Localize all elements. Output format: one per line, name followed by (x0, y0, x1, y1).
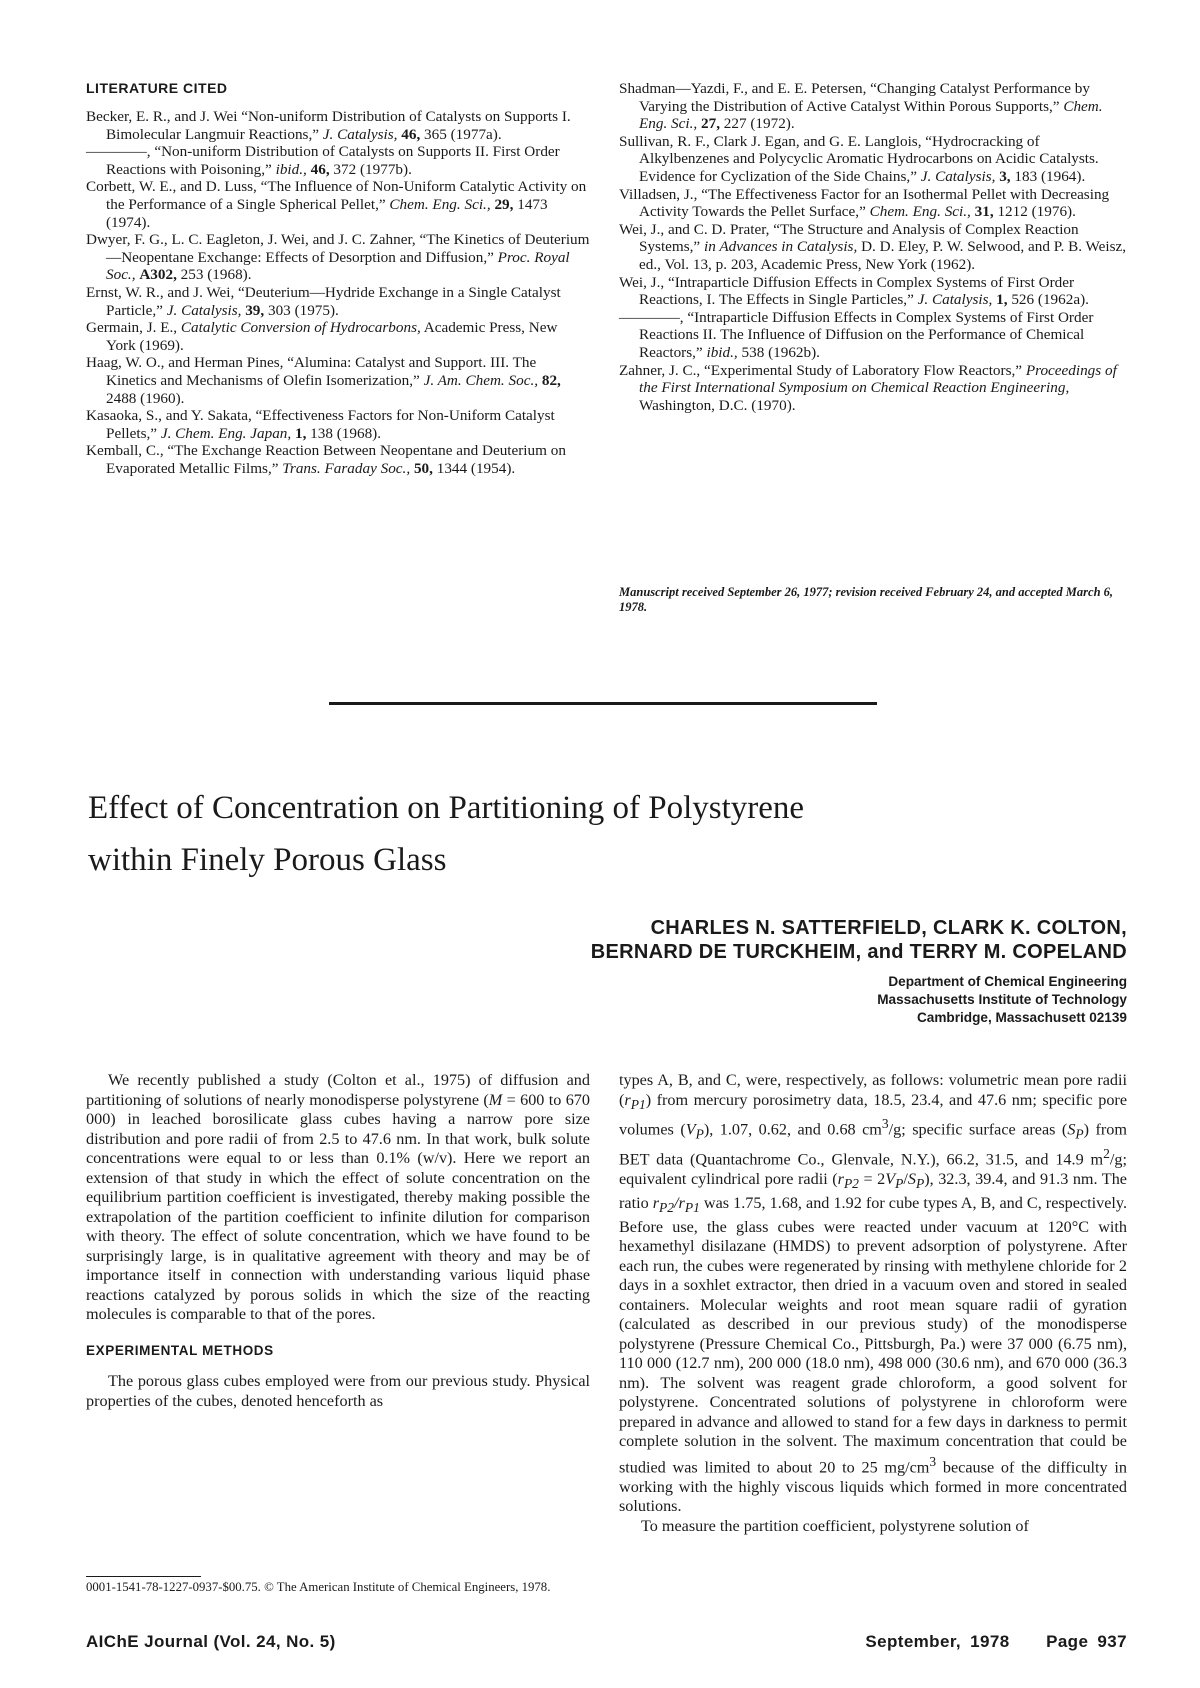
footnote-text: 0001-1541-78-1227-0937-$00.75. © The American Institute of Chemical Engineers, 1978. (86, 1580, 551, 1594)
intro-paragraph: We recently published a study (Colton et al., 1975) of diffusion and partitioning of solutions of nearly monodisperse polystyrene (M = 600 to 670 000) in leached borosilicate glass cubes having a narrow pore size distribution and pore radii of from 2.5 to 47.6 nm. In that work, bulk solute concentrations were equal to or less than 0.1% (w/v). Here we report an extension of that study in which the effect of solute concentration on the equilibrium partition coefficient is investigated, thereby making possible the extrapolation of the partition coefficient to infinite dilution for comparison with theory. The effect of solute concentration, which we have found to be surprisingly large, is in qualitative agreement with theory and may be of importance itself in connection with understanding various liquid phase reactions catalyzed by porous solids in which the size of the reacting molecules is comparable to that of the pores. (86, 1071, 590, 1323)
footer-date: September, 1978 (865, 1632, 1010, 1651)
journal-footer: AIChE Journal (Vol. 24, No. 5) (86, 1632, 336, 1651)
affiliation-department: Department of Chemical Engineering (888, 974, 1127, 989)
title-line-1: Effect of Concentration on Partitioning of Polystyrene (88, 790, 805, 826)
experimental-methods-heading: EXPERIMENTAL METHODS (86, 1342, 274, 1358)
partition-paragraph: To measure the partition coefficient, polystyrene solution of (641, 1516, 1029, 1535)
reference-list-right (619, 80, 1127, 414)
reference-item: Wei, J., “Intraparticle Diffusion Effects in Complex Systems of First Order Reactions, I. The Effects in Single Particles,” J. Catalysis, 1, 526 (1962a). (619, 273, 1089, 309)
references-right-column (619, 80, 1127, 414)
reference-item: Dwyer, F. G., L. C. Eagleton, J. Wei, and J. C. Zahner, “The Kinetics of Deuterium—Neopentane Exchange: Effects of Desorption and Diffusion,” Proc. Royal Soc., A302, 253 (1968). (86, 231, 590, 284)
reference-item: Kasaoka, S., and Y. Sakata, “Effectiveness Factors for Non-Uniform Catalyst Pellets,” J. Chem. Eng. Japan, 1, 138 (1968). (86, 407, 555, 442)
reference-item: Villadsen, J., “The Effectiveness Factor for an Isothermal Pellet with Decreasing Activity Towards the Pellet Surface,” Chem. Eng. Sci., 31, 1212 (1976). (619, 185, 1110, 221)
reference-list-left (86, 108, 590, 477)
reference-item: Shadman—Yazdi, F., and E. E. Petersen, “Changing Catalyst Performance by Varying the Distribution of Active Catalyst Within Porous Supports,” Chem. Eng. Sci., 27, 227 (1972). (619, 80, 1103, 133)
footnote (86, 1580, 590, 1595)
authors-line-2: BERNARD DE TURCKHEIM, and TERRY M. COPELAND (590, 941, 1127, 963)
reference-item: Kemball, C., “The Exchange Reaction Between Neopentane and Deuterium on Evaporated Metallic Films,” Trans. Faraday Soc., 50, 1344 (1954). (86, 442, 566, 477)
reference-item: Ernst, W. R., and J. Wei, “Deuterium—Hydride Exchange in a Single Catalyst Particle,” J. Catalysis, 39, 303 (1975). (86, 283, 561, 319)
footnote-rule (86, 1576, 201, 1577)
affiliation (877, 973, 1127, 1027)
reference-item: ————, “Non-uniform Distribution of Catalysts on Supports II. First Order Reactions with Poisoning,” ibid., 46, 372 (1977b). (86, 143, 560, 178)
reference-item: Corbett, W. E., and D. Luss, “The Influence of Non-Uniform Catalytic Activity on the Performance of a Single Spherical Pellet,” Chem. Eng. Sci., 29, 1473 (1974). (86, 178, 587, 231)
properties-paragraph: types A, B, and C, were, respectively, as follows: volumetric mean pore radii $(r_{P1})$ from mercury porosimetry data, 18.5, 23.4, and 47.6 nm; specific pore volumes $(V_P)$, 1.07, 0.62, and 0.68 $cm^3/g$; specific surface areas $(S_P)$ from BET data (Quantachrome Co., Glenvale, N.Y.), 66.2, 31.5, and 14.9 $m^2/g$; equivalent cylindrical pore radii $(r_{P2} = 2V_P/S_P)$, 32.3, 39.4, and 91.3 nm. The ratio $r_{P2}/r_{P1}$ was 1.75, 1.68, and 1.92 for cube types A, B, and C, respectively. Before use, the glass cubes were reacted under vacuum at 120°C with hexamethyl disilazane (HMDS) to prevent adsorption of polystyrene. After each run, the cubes were regenerated by rinsing with methylene chloride for 2 days in a soxhlet extractor, then dried in a vacuum oven and stored in sealed containers. Molecular weights and root mean square radii of gyration (calculated as described in our previous study) of the monodisperse polystyrene (Pressure Chemical Co., Pittsburgh, Pa.) were 37 000 (6.75 nm), 110 000 (12.7 nm), 200 000 (18.0 nm), 498 000 (30.6 nm), and 670 000 (36.3 nm). The solvent was reagent grade chloroform, a good solvent for polystyrene. Concentrated solutions of polystyrene in chloroform were prepared in advance and allowed to stand for a few days in darkness to permit complete solution in the solvent. The maximum concentration that could be studied was limited to about 20 to 25 $mg/cm^3$ because of the difficulty in working with the highly viscous liquids which formed in more concentrated solutions. (619, 1071, 1127, 1516)
footer-page-number: Page 937 (1046, 1632, 1127, 1651)
reference-item: ————, “Intraparticle Diffusion Effects in Complex Systems of First Order Reactions II. The Influence of Diffusion on the Performance of Chemical Reactors,” ibid., 538 (1962b). (619, 308, 1094, 361)
reference-item: Becker, E. R., and J. Wei “Non-uniform Distribution of Catalysts on Supports I. Bimolecular Langmuir Reactions,” J. Catalysis, 46, 365 (1977a). (86, 108, 571, 143)
section-separator-rule (329, 702, 877, 705)
reference-item: Haag, W. O., and Herman Pines, “Alumina: Catalyst and Support. III. The Kinetics and Mechanisms of Olefin Isomerization,” J. Am. Chem. Soc., 82, 2488 (1960). (86, 354, 561, 407)
body-right-column (619, 1071, 1127, 1536)
methods-paragraph: The porous glass cubes employed were from our previous study. Physical properties of the cubes, denoted henceforth as (86, 1372, 590, 1410)
article-title (88, 782, 1128, 886)
reference-item: Germain, J. E., Catalytic Conversion of Hydrocarbons, Academic Press, New York (1969). (86, 319, 558, 354)
reference-item: Zahner, J. C., “Experimental Study of Laboratory Flow Reactors,” Proceedings of the First International Symposium on Chemical Reaction Engineering, Washington, D.C. (1970). (619, 361, 1117, 414)
affiliation-institute: Massachusetts Institute of Technology (877, 992, 1127, 1007)
reference-item: Wei, J., and C. D. Prater, “The Structure and Analysis of Complex Reaction Systems,” in Advances in Catalysis, D. D. Eley, P. W. Selwood, and P. B. Weisz, ed., Vol. 13, p. 203, Academic Press, New York (1962). (619, 220, 1127, 273)
literature-cited-heading: LITERATURE CITED (86, 80, 228, 96)
manuscript-note: Manuscript received September 26, 1977; revision received February 24, and accepted March 6, 1978. (619, 585, 1114, 614)
author-list (591, 916, 1127, 964)
affiliation-address: Cambridge, Massachusett 02139 (916, 1010, 1127, 1025)
title-line-2: within Finely Porous Glass (88, 842, 447, 878)
reference-item: Sullivan, R. F., Clark J. Egan, and G. E. Langlois, “Hydrocracking of Alkylbenzenes and Polycyclic Aromatic Hydrocarbons on Acidic Catalysts. Evidence for Cyclization of the Side Chains,” J. Catalysis, 3, 183 (1964). (619, 132, 1099, 185)
references-left-column (86, 80, 590, 477)
body-left-column (86, 1071, 590, 1411)
page-footer (865, 1632, 1127, 1652)
authors-line-1: CHARLES N. SATTERFIELD, CLARK K. COLTON, (650, 917, 1127, 939)
